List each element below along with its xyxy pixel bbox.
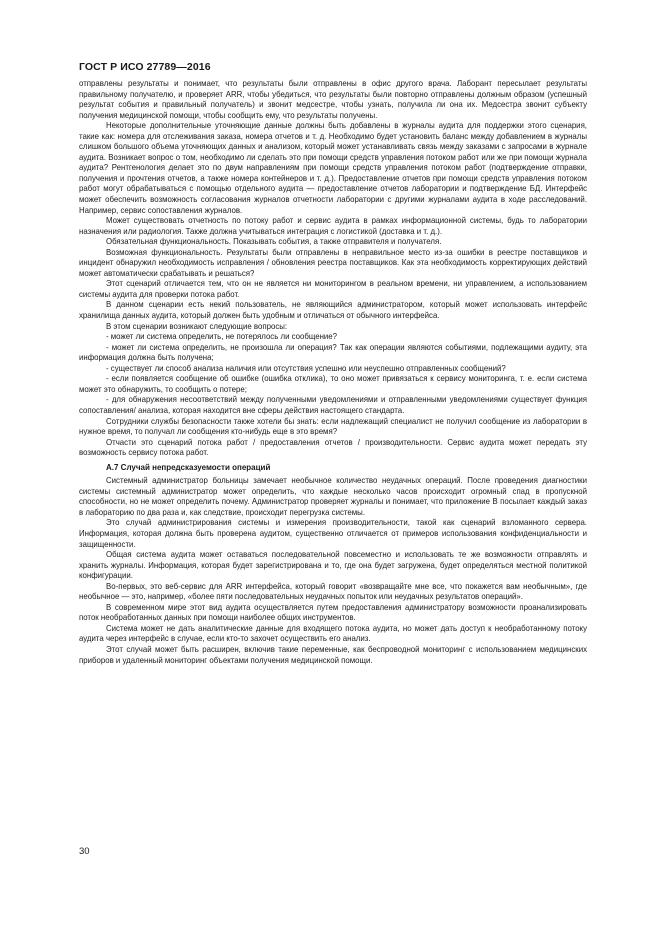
paragraph: Этот случай может быть расширен, включив такие переменные, как беспроводной мониторинг с использованием медицинских приборов и удаленный мониторинг объектами получения медицинской помощи. bbox=[79, 644, 587, 665]
list-item: - существует ли способ анализа наличия или отсутствия успешно или неуспешно отправленных сообщений? bbox=[106, 363, 506, 373]
list-item: - может ли система определить, не произошла ли операция? Так как операции являются событиями, подлежащими аудиту, эта информация должна быть получена; bbox=[79, 342, 587, 363]
paragraph: Сотрудники службы безопасности также хотели бы знать: если надлежащий специалист не получил сообщение из лаборатории в нужное время, то получал ли сообщения кто-нибудь еще в это время? bbox=[79, 416, 587, 437]
page-number: 30 bbox=[79, 846, 90, 857]
paragraph: Этот сценарий отличается тем, что он не является ни мониторингом в реальном времени, ни управлением, а использованием системы аудита для проверки потока работ. bbox=[79, 279, 587, 299]
section-heading: А.7 Случай непредсказуемости операций bbox=[106, 462, 271, 472]
list-item: - может ли система определить, не потерялось ли сообщение? bbox=[106, 332, 338, 342]
paragraph: Система может не дать аналитические данные для входящего потока аудита, но может дать доступ к необработанному потоку аудита через интерфейс в случае, если кто-то захочет осуществить его анализ. bbox=[79, 623, 587, 644]
paragraph: Может существовать отчетность по потоку работ и сервис аудита в рамках информационной системы, будь то лаборатории назначения или радиология. Также должна учитываться интеграция с логистикой (доставка и т. д.). bbox=[79, 216, 587, 236]
list-item: - если появляется сообщение об ошибке (ошибка отклика), то оно может привязаться к сервису мониторинга, т. е. если система может это обнаружить, то сообщить о потере; bbox=[79, 374, 587, 394]
paragraph: Во-первых, это веб-сервис для ARR интерфейса, который говорит «возвращайте мне все, что покажется вам необычным», где необычное — это, например, «более пяти последовательных неудачных попыток или неудачных результатов операций». bbox=[79, 581, 587, 602]
paragraph: В данном сценарии есть некий пользователь, не являющийся администратором, который может использовать интерфейс хранилища данных аудита, который должен быть удобным и отличаться от обычного интерфейса. bbox=[79, 300, 587, 321]
list-item: - для обнаружения несоответствий между полученными уведомлениями и отправленными уведомлениями существует функция сопоставления/ анализа, которая находится вне сферы действия настоящего стандарта. bbox=[79, 395, 587, 415]
paragraph: Общая система аудита может оставаться последовательной повсеместно и использовать те же возможности отправлять и хранить журналы. Информация, которая будет зарегистрирована и то, где она будет загружена, будет определяться местной политикой конфигурации. bbox=[79, 550, 587, 581]
paragraph: отправлены результаты и понимает, что результаты были отправлены в офис другого врача. Лаборант пересылает результаты правильному получателю, и проверяет ARR, чтобы убедиться, что результаты были повторно отправлены должным образом (успешный результат события и правильный получатель) и звонит медсестре, чтобы узнать, получила ли она их. Медсестра звонит субъекту получения медицинской помощи, чтобы сообщить ему, что результаты получены. bbox=[79, 79, 587, 120]
paragraph: Возможная функциональность. Результаты были отправлены в неправильное место из-за ошибки в реестре поставщиков и инцидент обнаружил необходимость исправления / обновления реестра поставщиков. Как эта необходимость корректирующих действий может автоматически срабатывать и решаться? bbox=[79, 247, 587, 278]
paragraph: Некоторые дополнительные уточняющие данные должны быть добавлены в журналы аудита для поддержки этого сценария, такие как: номера для отслеживания заказа, номера отчетов и т. д. Необходимо будет установить баланс между добавлением в журналы слишком большого объема уточняющих данных и анализом, который может устанавливать связь между заказами с запросами в журнале аудита. Возникает вопрос о том, необходимо ли сделать это при помощи средств управления потоком работ или же при помощи журнала аудита? Рентгенология делает это по двум направлениям при помощи средств управления потоком работ (подтверждение отправки, получения и прочтения отчетов, а также номера контейнеров и т. д.). Предоставление отчетов при помощи средств управления потоком работ могут обрабатываться с помощью отдельного аудита — предоставление отчетов лаборатории и подтверждение БД. Интерфейс может обеспечить возможность согласования журналов отчетности лаборатории с другими журналами аудита в ходе расследований. Например, сервис сопоставления журналов. bbox=[79, 121, 587, 215]
paragraph: В современном мире этот вид аудита осуществляется путем предоставления администратору возможности проанализировать поток необработанных данных при помощи наиболее общих инструментов. bbox=[79, 602, 587, 623]
page-body bbox=[79, 79, 587, 666]
paragraph: В этом сценарии возникают следующие вопросы: bbox=[106, 321, 288, 331]
document-header: ГОСТ Р ИСО 27789—2016 bbox=[79, 61, 211, 73]
paragraph: Обязательная функциональность. Показывать события, а также отправителя и получателя. bbox=[106, 237, 442, 247]
paragraph: Отчасти это сценарий потока работ / предоставления отчетов / производительности. Сервис аудита может передать эту возможность сервису потока работ. bbox=[79, 437, 587, 458]
paragraph: Системный администратор больницы замечает необычное количество неудачных операций. После проведения диагностики системы системный администратор может определить, что каждые несколько часов происходит огромный спад в пропускной способности, но не может определить почему. Администратор проверяет журналы и понимает, что приложение В посылает каждый заказ в лабораторию по два раза и, как следствие, происходит перегрузка системы. bbox=[79, 476, 587, 517]
paragraph: Это случай администрирования системы и измерения производительности, такой как сценарий взломанного сервера. Информация, которая должна быть проверена аудитом, существенно отличается от примеров использования конфиденциальности и защищенности. bbox=[79, 518, 587, 549]
